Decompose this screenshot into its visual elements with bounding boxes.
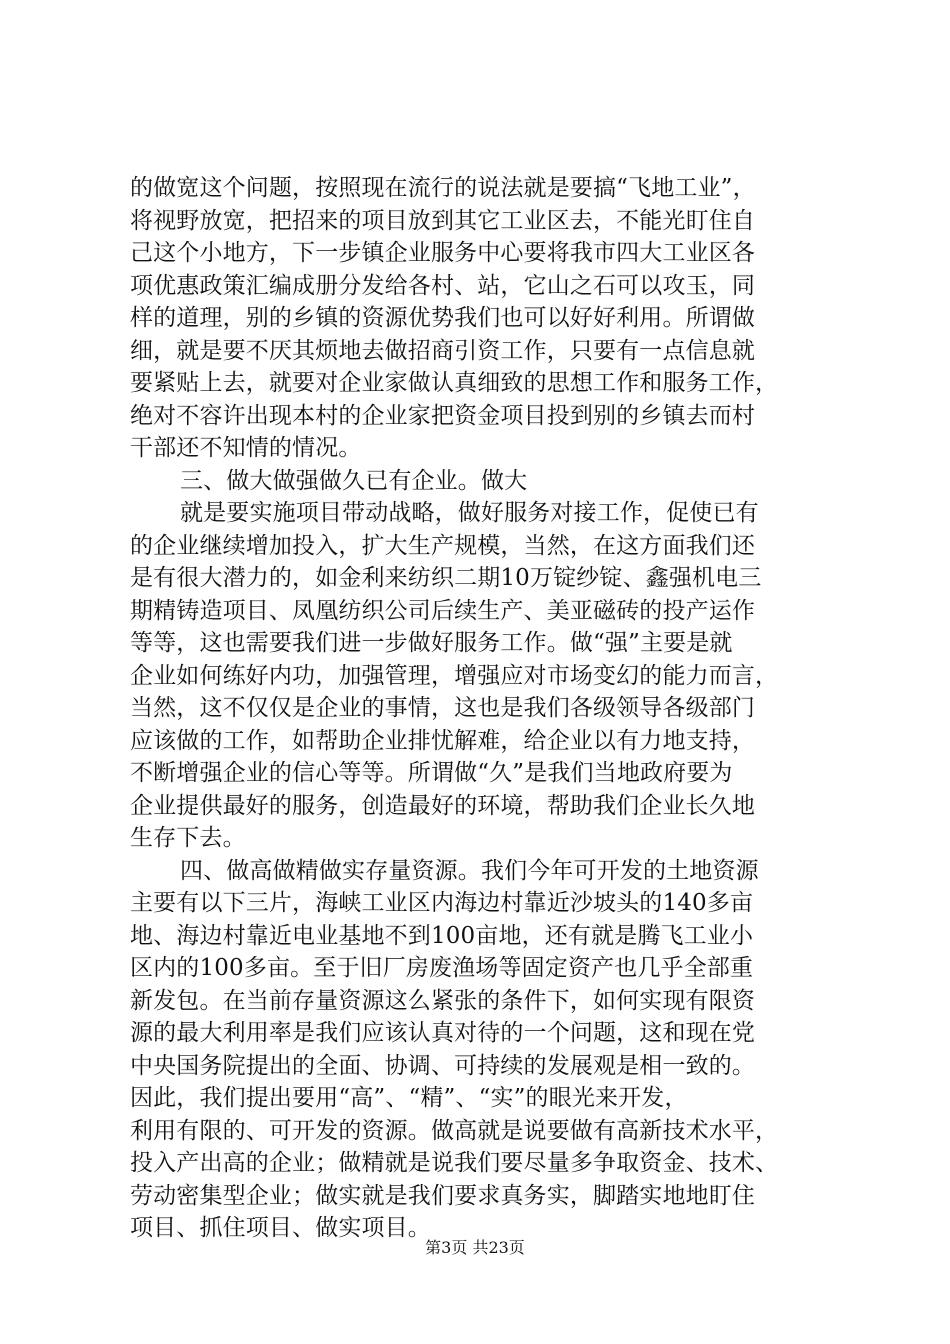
text-line: 不断增强企业的信心等等。所谓做“久”是我们当地政府要为 [130,760,733,786]
text-line: 要紧贴上去，就要对企业家做认真细致的思想工作和服务工作， [130,370,779,396]
text-line: 项优惠政策汇编成册分发给各村、站，它山之石可以攻玉，同 [130,272,756,299]
text-line: 期精铸造项目、凤凰纺织公司后续生产、美亚磁砖的投产运作 [130,597,756,624]
text-line: 新发包。在当前存量资源这么紧张的条件下，如何实现有限资 [130,987,756,1014]
text-line: 等等，这也需要我们进一步做好服务工作。做“强”主要是就 [130,630,733,656]
document-body [130,172,830,1245]
text-line: 项目、抓住项目、做实项目。 [130,1215,431,1241]
text-line: 企业如何练好内功，加强管理，增强应对市场变幻的能力而言， [130,662,779,689]
text-line: 绝对不容许出现本村的企业家把资金项目投到别的乡镇去而村 [130,402,756,429]
text-line: 样的道理，别的乡镇的资源优势我们也可以好好利用。所谓做 [130,305,756,331]
text-line: 就是要实施项目带动战略，做好服务对接工作，促使已有 [180,500,759,526]
text-line: 三、做大做强做久已有企业。做大 [180,467,528,494]
text-line: 的做宽这个问题，按照现在流行的说法就是要搞“飞地工业”， [130,175,756,201]
text-line: 将视野放宽，把招来的项目放到其它工业区去，不能光盯住自 [130,207,756,234]
text-line: 利用有限的、可开发的资源。做高就是说要做有高新技术水平， [130,1117,779,1144]
text-line: 干部还不知情的情况。 [130,435,362,461]
text-line: 中央国务院提出的全面、协调、可持续的发展观是相一致的。 [130,1052,756,1079]
text-line: 源的最大利用率是我们应该认真对待的一个问题，这和现在党 [130,1020,756,1046]
text-line: 是有很大潜力的，如金利来纺织二期10万锭纱锭、鑫强机电三 [130,565,762,591]
page-number: 第3页 共23页 [425,1238,525,1257]
text-line: 的企业继续增加投入，扩大生产规模，当然，在这方面我们还 [130,532,756,559]
text-line: 劳动密集型企业；做实就是我们要求真务实，脚踏实地地盯住 [130,1182,756,1209]
text-line: 企业提供最好的服务，创造最好的环境，帮助我们企业长久地 [130,792,756,819]
text-line: 应该做的工作，如帮助企业排忧解难，给企业以有力地支持， [130,727,756,754]
text-line: 己这个小地方，下一步镇企业服务中心要将我市四大工业区各 [130,240,756,266]
text-line: 细，就是要不厌其烦地去做招商引资工作，只要有一点信息就 [130,337,756,364]
text-line: 地、海边村靠近电业基地不到100亩地，还有就是腾飞工业小 [130,922,754,949]
text-line: 生存下去。 [130,825,246,851]
text-line: 区内的100多亩。至于旧厂房废渔场等固定资产也几乎全部重 [130,955,754,981]
text-line: 投入产出高的企业；做精就是说我们要尽量多争取资金、技术、 [130,1150,779,1176]
text-line: 当然，这不仅仅是企业的事情，这也是我们各级领导各级部门 [130,695,756,721]
text-line: 四、做高做精做实存量资源。我们今年可开发的土地资源 [180,857,759,884]
text-line: 因此，我们提出要用“高”、“精”、“实”的眼光来开发， [130,1085,688,1111]
text-line: 主要有以下三片，海峡工业区内海边村靠近沙坡头的140多亩 [130,890,754,916]
